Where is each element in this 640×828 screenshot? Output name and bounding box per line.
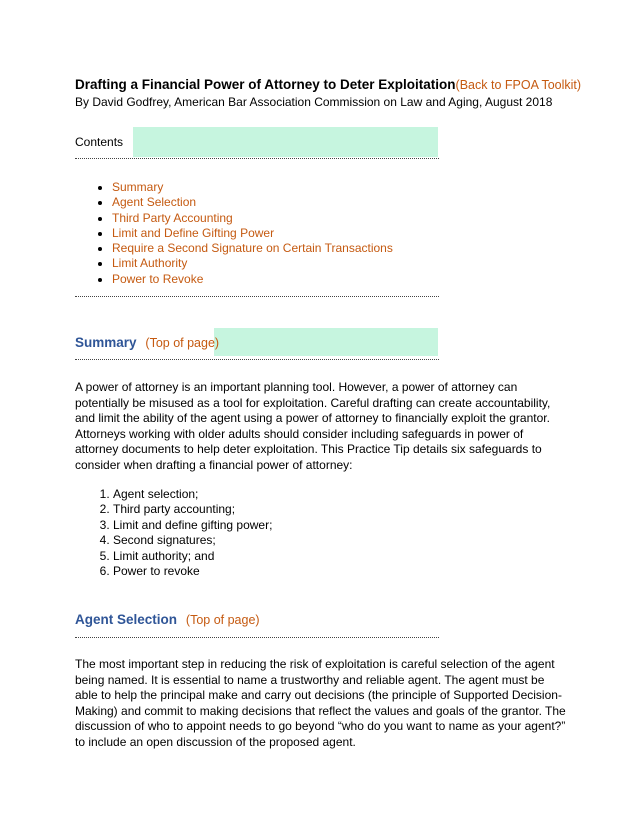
agent-selection-heading-line: [75, 611, 260, 629]
agent-selection-top-of-page-link[interactable]: (Top of page): [185, 613, 260, 627]
contents-list: [75, 180, 393, 287]
dotted-divider: [75, 158, 439, 159]
contents-highlight: [133, 127, 438, 157]
toc-link-gifting-power[interactable]: • Limit and Define Gifting Power: [112, 226, 393, 241]
byline: By David Godfrey, American Bar Association Commission on Law and Aging, August 2018: [75, 95, 553, 109]
toc-link-third-party-accounting[interactable]: • Third Party Accounting: [112, 211, 393, 226]
toc-link-limit-authority[interactable]: • Limit Authority: [112, 256, 393, 271]
document-title: Drafting a Financial Power of Attorney to Deter Exploitation: [75, 77, 456, 92]
dotted-divider: [75, 359, 439, 360]
summary-heading: Summary: [75, 335, 137, 350]
list-item: 5. Limit authority; and: [113, 549, 272, 564]
list-item: 1. Agent selection;: [113, 487, 272, 502]
agent-selection-heading: Agent Selection: [75, 612, 178, 627]
title-line: [75, 76, 581, 94]
list-item: 4. Second signatures;: [113, 533, 272, 548]
list-item: 6. Power to revoke: [113, 564, 272, 579]
list-item: 2. Third party accounting;: [113, 502, 272, 517]
summary-paragraph: A power of attorney is an important planning tool. However, a power of attorney can potentially be misused as a tool for exploitation. Careful drafting can create accountability, and limit the ability of the agent using a power of attorney to financially exploit the grantor. Attorneys working with older adults should consider including safeguards in power of attorney documents to help deter exploitation. This Practice Tip details six safeguards to consider when drafting a financial power of attorney:: [75, 380, 551, 472]
summary-heading-line: [75, 334, 219, 352]
back-to-toolkit-link[interactable]: (Back to FPOA Toolkit): [455, 78, 582, 92]
list-item: 3. Limit and define gifting power;: [113, 518, 272, 533]
summary-highlight: [214, 328, 438, 356]
safeguards-list: [75, 487, 272, 579]
dotted-divider: [75, 296, 439, 297]
dotted-divider: [75, 637, 439, 638]
toc-link-power-to-revoke[interactable]: • Power to Revoke: [112, 272, 393, 287]
toc-link-summary[interactable]: • Summary: [112, 180, 393, 195]
summary-top-of-page-link[interactable]: (Top of page): [145, 336, 220, 350]
toc-link-second-signature[interactable]: • Require a Second Signature on Certain Transactions: [112, 241, 393, 256]
toc-link-agent-selection[interactable]: • Agent Selection: [112, 195, 393, 210]
agent-selection-paragraph: The most important step in reducing the risk of exploitation is careful selection of the agent being named. It is essential to name a trustworthy and reliable agent. The agent must be able to help the principal make and carry out decisions (the principle of Supported Decision-Making) and commit to making decisions that reflect the values and goals of the grantor. The discussion of who to appoint needs to go beyond “who do you want to name as your agent?” to include an open discussion of the proposed agent.: [75, 657, 566, 749]
contents-label: Contents: [75, 135, 124, 149]
